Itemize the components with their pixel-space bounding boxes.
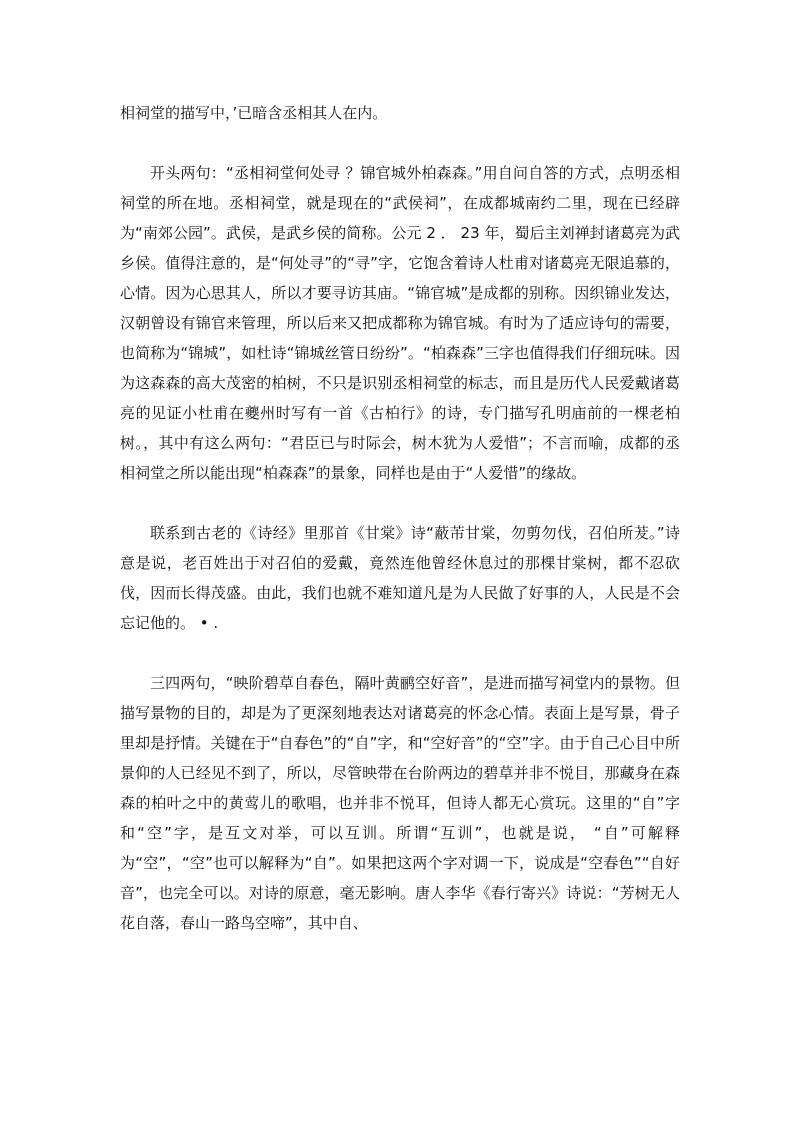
document-body xyxy=(120,98,680,968)
paragraph-4: 三四两句，“映阶碧草自春色，隔叶黄鹂空好音”，是进而描写祠堂内的景物。但描写景物的目的，却是为了更深刻地表达对诸葛亮的怀念心情。表面上是写景，骨子里却是抒情。关键在于“自春色”的“自”字，和“空好音”的“空”字。由于自己心目中所景仰的人已经见不到了，所以，尽管映带在台阶两边的碧草并非不悦目，那藏身在森森的柏叶之中的黄莺儿的歌唱，也并非不悦耳，但诗人都无心赏玩。这里的“自”字和“空”字，是互文对举，可以互训。所谓“互训”，也就是说， “自”可解释为“空”，“空”也可以解释为“自”。如果把这两个字对调一下，说成是“空春色”“自好音”，也完全可以。对诗的原意，毫无影响。唐人李华《春行寄兴》诗说：“芳树无人花自落，春山一路鸟空啼”，其中自、 xyxy=(120,674,680,932)
paragraph-1: 相祠堂的描写中，’已暗含丞相其人在内。 xyxy=(120,104,388,122)
paragraph-3: 联系到古老的《诗经》里那首《甘棠》诗“蔽芾甘棠，勿剪勿伐，召伯所茇。”诗意是说，老百姓出于对召伯的爱戴，竟然连他曾经休息过的那棵甘棠树，都不忍砍伐，因而长得茂盛。由此，我们也就不难知道凡是为人民做了好事的人，人民是不会忘记他的。 • . xyxy=(120,524,680,632)
paragraph-2: 开头两句：“丞相祠堂何处寻 ？锦官城外柏森森。”用自问自答的方式，点明丞相祠堂的所在地。丞相祠堂，就是现在的“武侯祠”，在成都城南约二里，现在已经辟为“南郊公园”。武侯，是武乡侯的简称。公元 2 ． 23 年，蜀后主刘禅封诸葛亮为武乡侯。值得注意的，是“何处寻”的“寻”字，它饱含着诗人杜甫对诸葛亮无限追慕的，心情。因为心思其人，所以才要寻访其庙。“锦官城”是成都的别称。因织锦业发达，汉朝曾设有锦官来管理，所以后来又把成都称为锦官城。有时为了适应诗句的需要，也简称为“锦城”，如杜诗“锦城丝管日纷纷”。“柏森森”三字也值得我们仔细玩味。因为这森森的高大茂密的柏树，不只是识别丞相祠堂的标志，而且是历代人民爱戴诸葛亮的见证小杜甫在夔州时写有一首《古柏行》的诗，专门描写孔明庙前的一棵老柏树。，其中有这么两句：“君臣已与时际会，树木犹为人爱惜”；不言而喻，成都的丞相祠堂之所以能出现“柏森森”的景象，同样也是由于“人爱惜”的缘故。 xyxy=(120,164,680,482)
